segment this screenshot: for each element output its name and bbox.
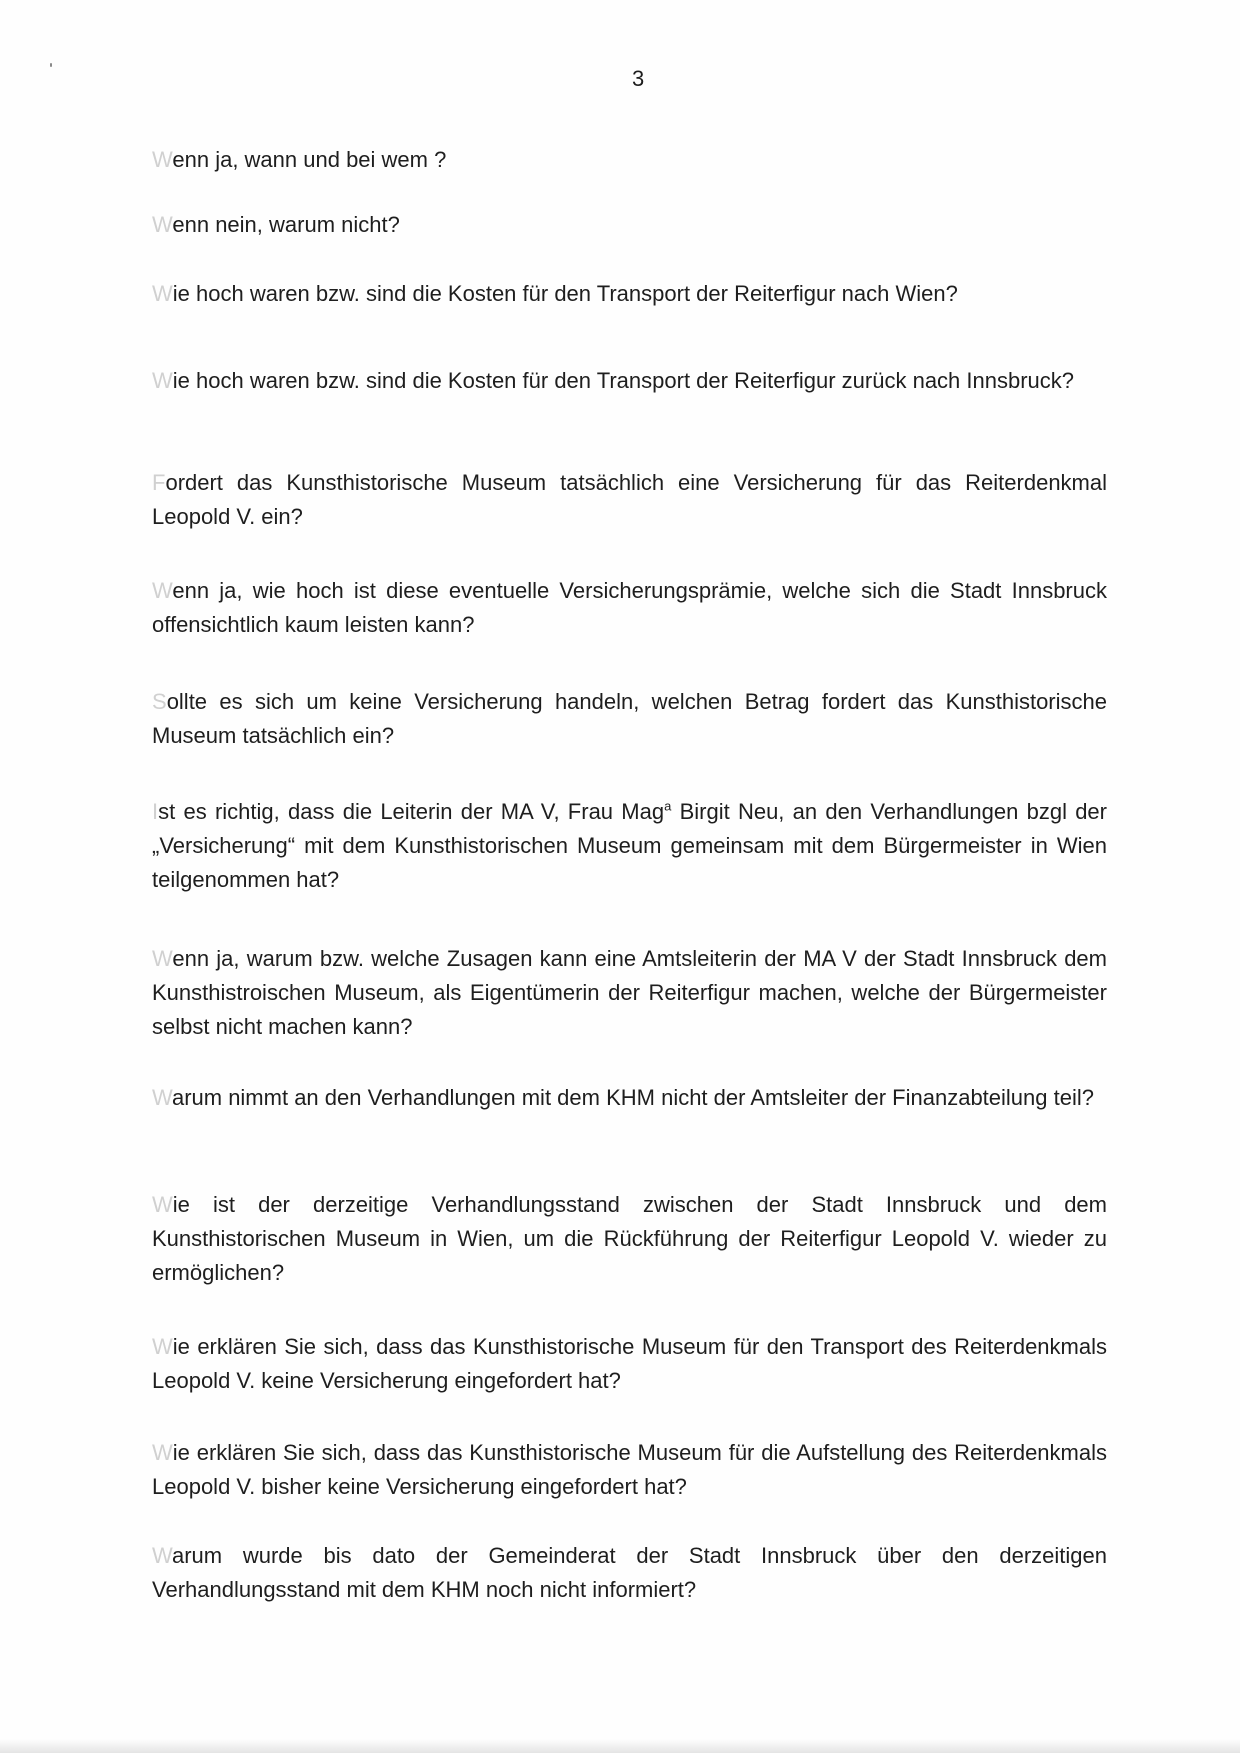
question-paragraph: Warum nimmt an den Verhandlungen mit dem KHM nicht der Amtsleiter der Finanzabteilung teil? bbox=[152, 1085, 1094, 1110]
question-paragraph: Wenn ja, warum bzw. welche Zusagen kann eine Amtsleiterin der MA V der Stadt Innsbruck dem Kunsthistroischen Museum, als Eigentümerin der Reiterfigur machen, welche der Bürgermeister selbst nicht machen kann? bbox=[152, 946, 1107, 1039]
question-paragraph bbox=[152, 795, 1107, 897]
superscript-a: a bbox=[664, 798, 672, 814]
question-paragraph: Fordert das Kunsthistorische Museum tatsächlich eine Versicherung für das Reiterdenkmal Leopold V. ein? bbox=[152, 470, 1107, 529]
question-paragraph: Wie hoch waren bzw. sind die Kosten für den Transport der Reiterfigur nach Wien? bbox=[152, 281, 958, 306]
question-paragraph: Wie erklären Sie sich, dass das Kunsthistorische Museum für den Transport des Reiterdenkmals Leopold V. keine Versicherung eingefordert hat? bbox=[152, 1334, 1107, 1393]
question-text-part: Ist es richtig, dass die Leiterin der MA V, Frau Mag bbox=[152, 799, 665, 824]
question-paragraph: Wie hoch waren bzw. sind die Kosten für den Transport der Reiterfigur zurück nach Innsbruck? bbox=[152, 368, 1075, 393]
question-text-part: Birgit Neu, an den Verhandlungen bzgl der „Versicherung“ mit dem Kunsthistorischen Museum gemeinsam mit dem Bürgermeister in Wien teilgenommen hat? bbox=[152, 799, 1107, 892]
question-paragraph: Wie ist der derzeitige Verhandlungsstand zwischen der Stadt Innsbruck und dem Kunsthistorischen Museum in Wien, um die Rückführung der Reiterfigur Leopold V. wieder zu ermöglichen? bbox=[152, 1192, 1107, 1285]
scan-edge-shadow bbox=[0, 1739, 1240, 1753]
question-paragraph: Wenn ja, wann und bei wem ? bbox=[152, 147, 447, 172]
question-paragraph: Sollte es sich um keine Versicherung handeln, welchen Betrag fordert das Kunsthistorische Museum tatsächlich ein? bbox=[152, 689, 1107, 748]
scan-speck bbox=[50, 63, 52, 67]
question-paragraph: Wie erklären Sie sich, dass das Kunsthistorische Museum für die Aufstellung des Reiterdenkmals Leopold V. bisher keine Versicherung eingefordert hat? bbox=[152, 1440, 1107, 1499]
page-number: 3 bbox=[632, 66, 645, 91]
question-paragraph: Wenn nein, warum nicht? bbox=[152, 212, 400, 237]
question-paragraph: Warum wurde bis dato der Gemeinderat der Stadt Innsbruck über den derzeitigen Verhandlungsstand mit dem KHM noch nicht informiert? bbox=[152, 1543, 1107, 1602]
question-paragraph: Wenn ja, wie hoch ist diese eventuelle Versicherungsprämie, welche sich die Stadt Innsbruck offensichtlich kaum leisten kann? bbox=[152, 578, 1107, 637]
